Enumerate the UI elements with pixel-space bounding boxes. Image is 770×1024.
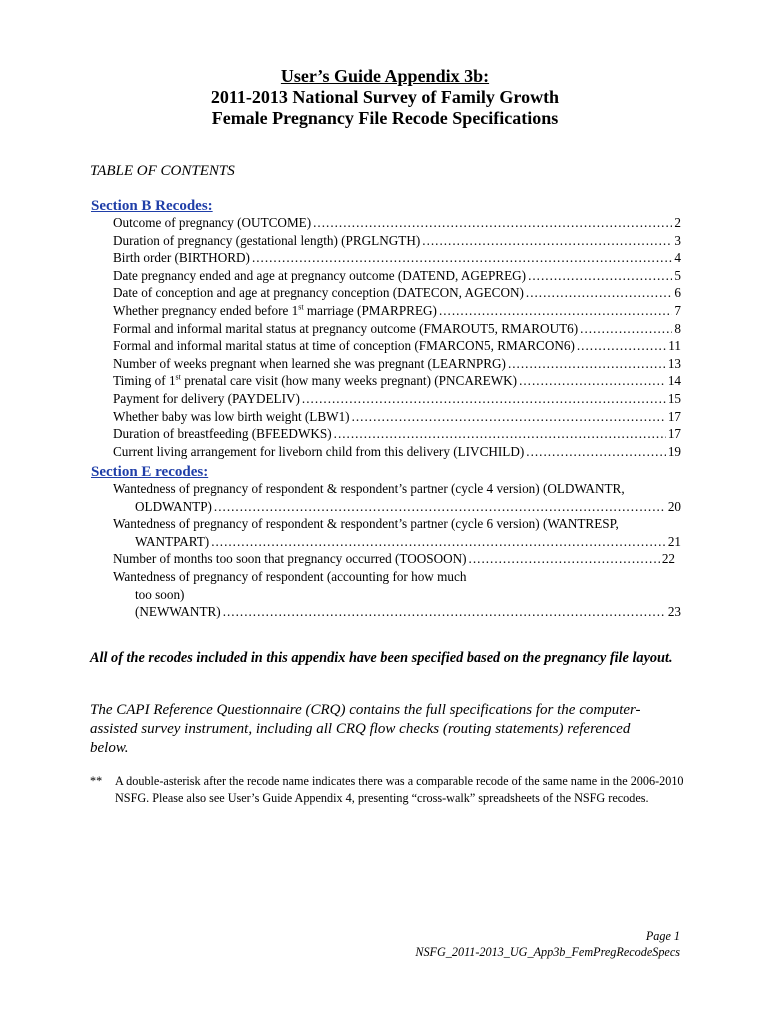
toc-entry[interactable] <box>113 373 681 391</box>
toc-entry-label[interactable]: Wantedness of pregnancy of respondent & respondent’s partner (cycle 6 version) (WANTRESP, <box>113 516 619 532</box>
toc-entry-label: Number of months too soon that pregnancy occurred (TOOSOON) <box>113 551 467 567</box>
toc-entry[interactable] <box>113 285 681 303</box>
title-line-3: Female Pregnancy File Recode Specifications <box>211 108 559 128</box>
toc-entry[interactable] <box>113 250 681 268</box>
toc-entry-label-start: Whether pregnancy ended before 1 <box>113 302 299 318</box>
title-line-2: 2011-2013 National Survey of Family Growth <box>210 87 560 107</box>
ordinal-suffix: st <box>175 372 181 382</box>
toc-entry-label: Birth order (BIRTHORD) <box>113 250 250 266</box>
dot-leader <box>577 338 666 354</box>
dot-leader <box>469 551 660 567</box>
toc-entry[interactable] <box>113 409 681 427</box>
toc-entry[interactable] <box>113 303 681 321</box>
toc-entry-label-end: marriage (PMARPREG) <box>303 302 437 318</box>
section-e-heading-link[interactable]: Section E recodes: <box>91 464 209 480</box>
toc-entry[interactable] <box>113 604 681 622</box>
dot-leader <box>528 268 672 284</box>
dot-leader <box>526 285 673 301</box>
toc-entry-label: Current living arrangement for liveborn child from this delivery (LIVCHILD) <box>113 443 525 459</box>
toc-entry[interactable] <box>113 268 681 286</box>
toc-entry-page: 22 <box>661 551 675 567</box>
toc-entry-label-continued: OLDWANTP) <box>135 498 212 514</box>
section-e-toc-list <box>113 481 681 622</box>
toc-entry-label: Whether baby was low birth weight (LBW1) <box>113 408 350 424</box>
toc-entry-page: 3 <box>674 232 681 248</box>
dot-leader <box>334 426 666 442</box>
dot-leader <box>439 303 672 319</box>
toc-entry-page: 8 <box>674 320 681 336</box>
toc-entry-page: 5 <box>674 267 681 283</box>
toc-entry-page: 15 <box>667 390 681 406</box>
toc-entry[interactable] <box>113 499 681 517</box>
toc-entry-page: 20 <box>667 498 681 514</box>
toc-entry-label <box>113 303 437 319</box>
toc-entry-page: 11 <box>668 338 681 354</box>
double-asterisk-note <box>90 773 685 806</box>
toc-entry-label: Number of weeks pregnant when learned she was pregnant (LEARNPRG) <box>113 355 506 371</box>
toc-entry-page: 19 <box>667 443 681 459</box>
toc-entry-page: 2 <box>674 215 681 230</box>
toc-entry-page: 4 <box>674 250 681 266</box>
title-line-1: User’s Guide Appendix 3b: <box>280 66 490 86</box>
toc-entry-page: 17 <box>667 426 681 442</box>
toc-entry-page: 6 <box>674 285 681 301</box>
dot-leader <box>223 604 666 620</box>
toc-entry-label-continued: (NEWWANTR) <box>135 604 221 620</box>
toc-entry[interactable] <box>113 391 681 409</box>
toc-entry[interactable] <box>113 356 681 374</box>
toc-entry-label: Duration of pregnancy (gestational length) (PRGLNGTH) <box>113 232 421 248</box>
file-name: NSFG_2011-2013_UG_App3b_FemPregRecodeSpecs <box>415 945 680 959</box>
toc-entry-page: 23 <box>667 604 681 620</box>
dot-leader <box>302 391 666 407</box>
section-b-toc-list <box>113 215 681 461</box>
note-text: A double-asterisk after the recode name indicates there was a comparable recode of the same name in the 2006-2010 NSFG. Please also see User’s Guide Appendix 4, presenting “cross-walk” spreadsheets of the NSFG recodes. <box>115 774 684 805</box>
dot-leader <box>313 215 672 231</box>
dot-leader <box>508 356 666 372</box>
toc-entry-label: Formal and informal marital status at pregnancy outcome (FMAROUT5, RMAROUT6) <box>113 320 579 336</box>
toc-entry-label-continued: too soon) <box>135 586 185 602</box>
ordinal-suffix: st <box>298 302 304 312</box>
toc-entry-label-continued: WANTPART) <box>135 533 210 549</box>
dot-leader <box>526 444 666 460</box>
toc-entry[interactable] <box>113 444 681 462</box>
toc-entry-label: Date pregnancy ended and age at pregnancy outcome (DATEND, AGEPREG) <box>113 267 527 283</box>
dot-leader <box>580 321 672 337</box>
toc-entry-label-start: Timing of 1 <box>113 373 176 389</box>
toc-entry-page: 13 <box>667 355 681 371</box>
document-title <box>0 66 770 129</box>
toc-entry-label: Duration of breastfeeding (BFEEDWKS) <box>113 426 332 442</box>
toc-heading: TABLE OF CONTENTS <box>90 163 235 179</box>
toc-entry-page: 21 <box>667 533 681 549</box>
dot-leader <box>252 250 672 266</box>
crq-note: The CAPI Reference Questionnaire (CRQ) contains the full specifications for the computer-assisted survey instrument, including all CRQ flow checks (routing statements) referenced below. <box>90 702 641 756</box>
toc-entry-label: Payment for delivery (PAYDELIV) <box>113 390 300 406</box>
toc-entry-label: Date of conception and age at pregnancy conception (DATECON, AGECON) <box>113 285 524 301</box>
toc-entry-label[interactable]: Wantedness of pregnancy of respondent (accounting for how much <box>113 568 467 584</box>
toc-entry[interactable] <box>113 233 681 251</box>
dot-leader <box>214 499 666 515</box>
toc-entry[interactable] <box>113 338 681 356</box>
dot-leader <box>422 233 672 249</box>
toc-entry-page: 14 <box>667 373 681 389</box>
toc-entry-label: Formal and informal marital status at time of conception (FMARCON5, RMARCON6) <box>113 338 575 354</box>
toc-entry-label: Outcome of pregnancy (OUTCOME) <box>113 215 312 230</box>
toc-entry-page: 7 <box>674 302 681 318</box>
toc-entry-label[interactable]: Wantedness of pregnancy of respondent & respondent’s partner (cycle 4 version) (OLDWANTR, <box>113 481 625 496</box>
page-number: Page 1 <box>645 929 680 943</box>
toc-entry-label-end: prenatal care visit (how many weeks pregnant) (PNCAREWK) <box>180 373 518 389</box>
toc-entry-page: 17 <box>667 408 681 424</box>
layout-note: All of the recodes included in this appendix have been specified based on the pregnancy file layout. <box>90 650 673 666</box>
toc-entry[interactable] <box>113 426 681 444</box>
toc-entry[interactable] <box>113 534 681 552</box>
dot-leader <box>519 373 666 389</box>
dot-leader <box>211 534 666 550</box>
dot-leader <box>352 409 666 425</box>
note-marker: ** <box>90 774 103 788</box>
page-footer <box>415 928 680 960</box>
section-b-heading-link[interactable]: Section B Recodes: <box>91 198 213 214</box>
toc-entry-label <box>113 373 517 389</box>
toc-entry[interactable] <box>113 551 681 569</box>
toc-entry[interactable] <box>113 215 681 233</box>
toc-entry[interactable] <box>113 321 681 339</box>
